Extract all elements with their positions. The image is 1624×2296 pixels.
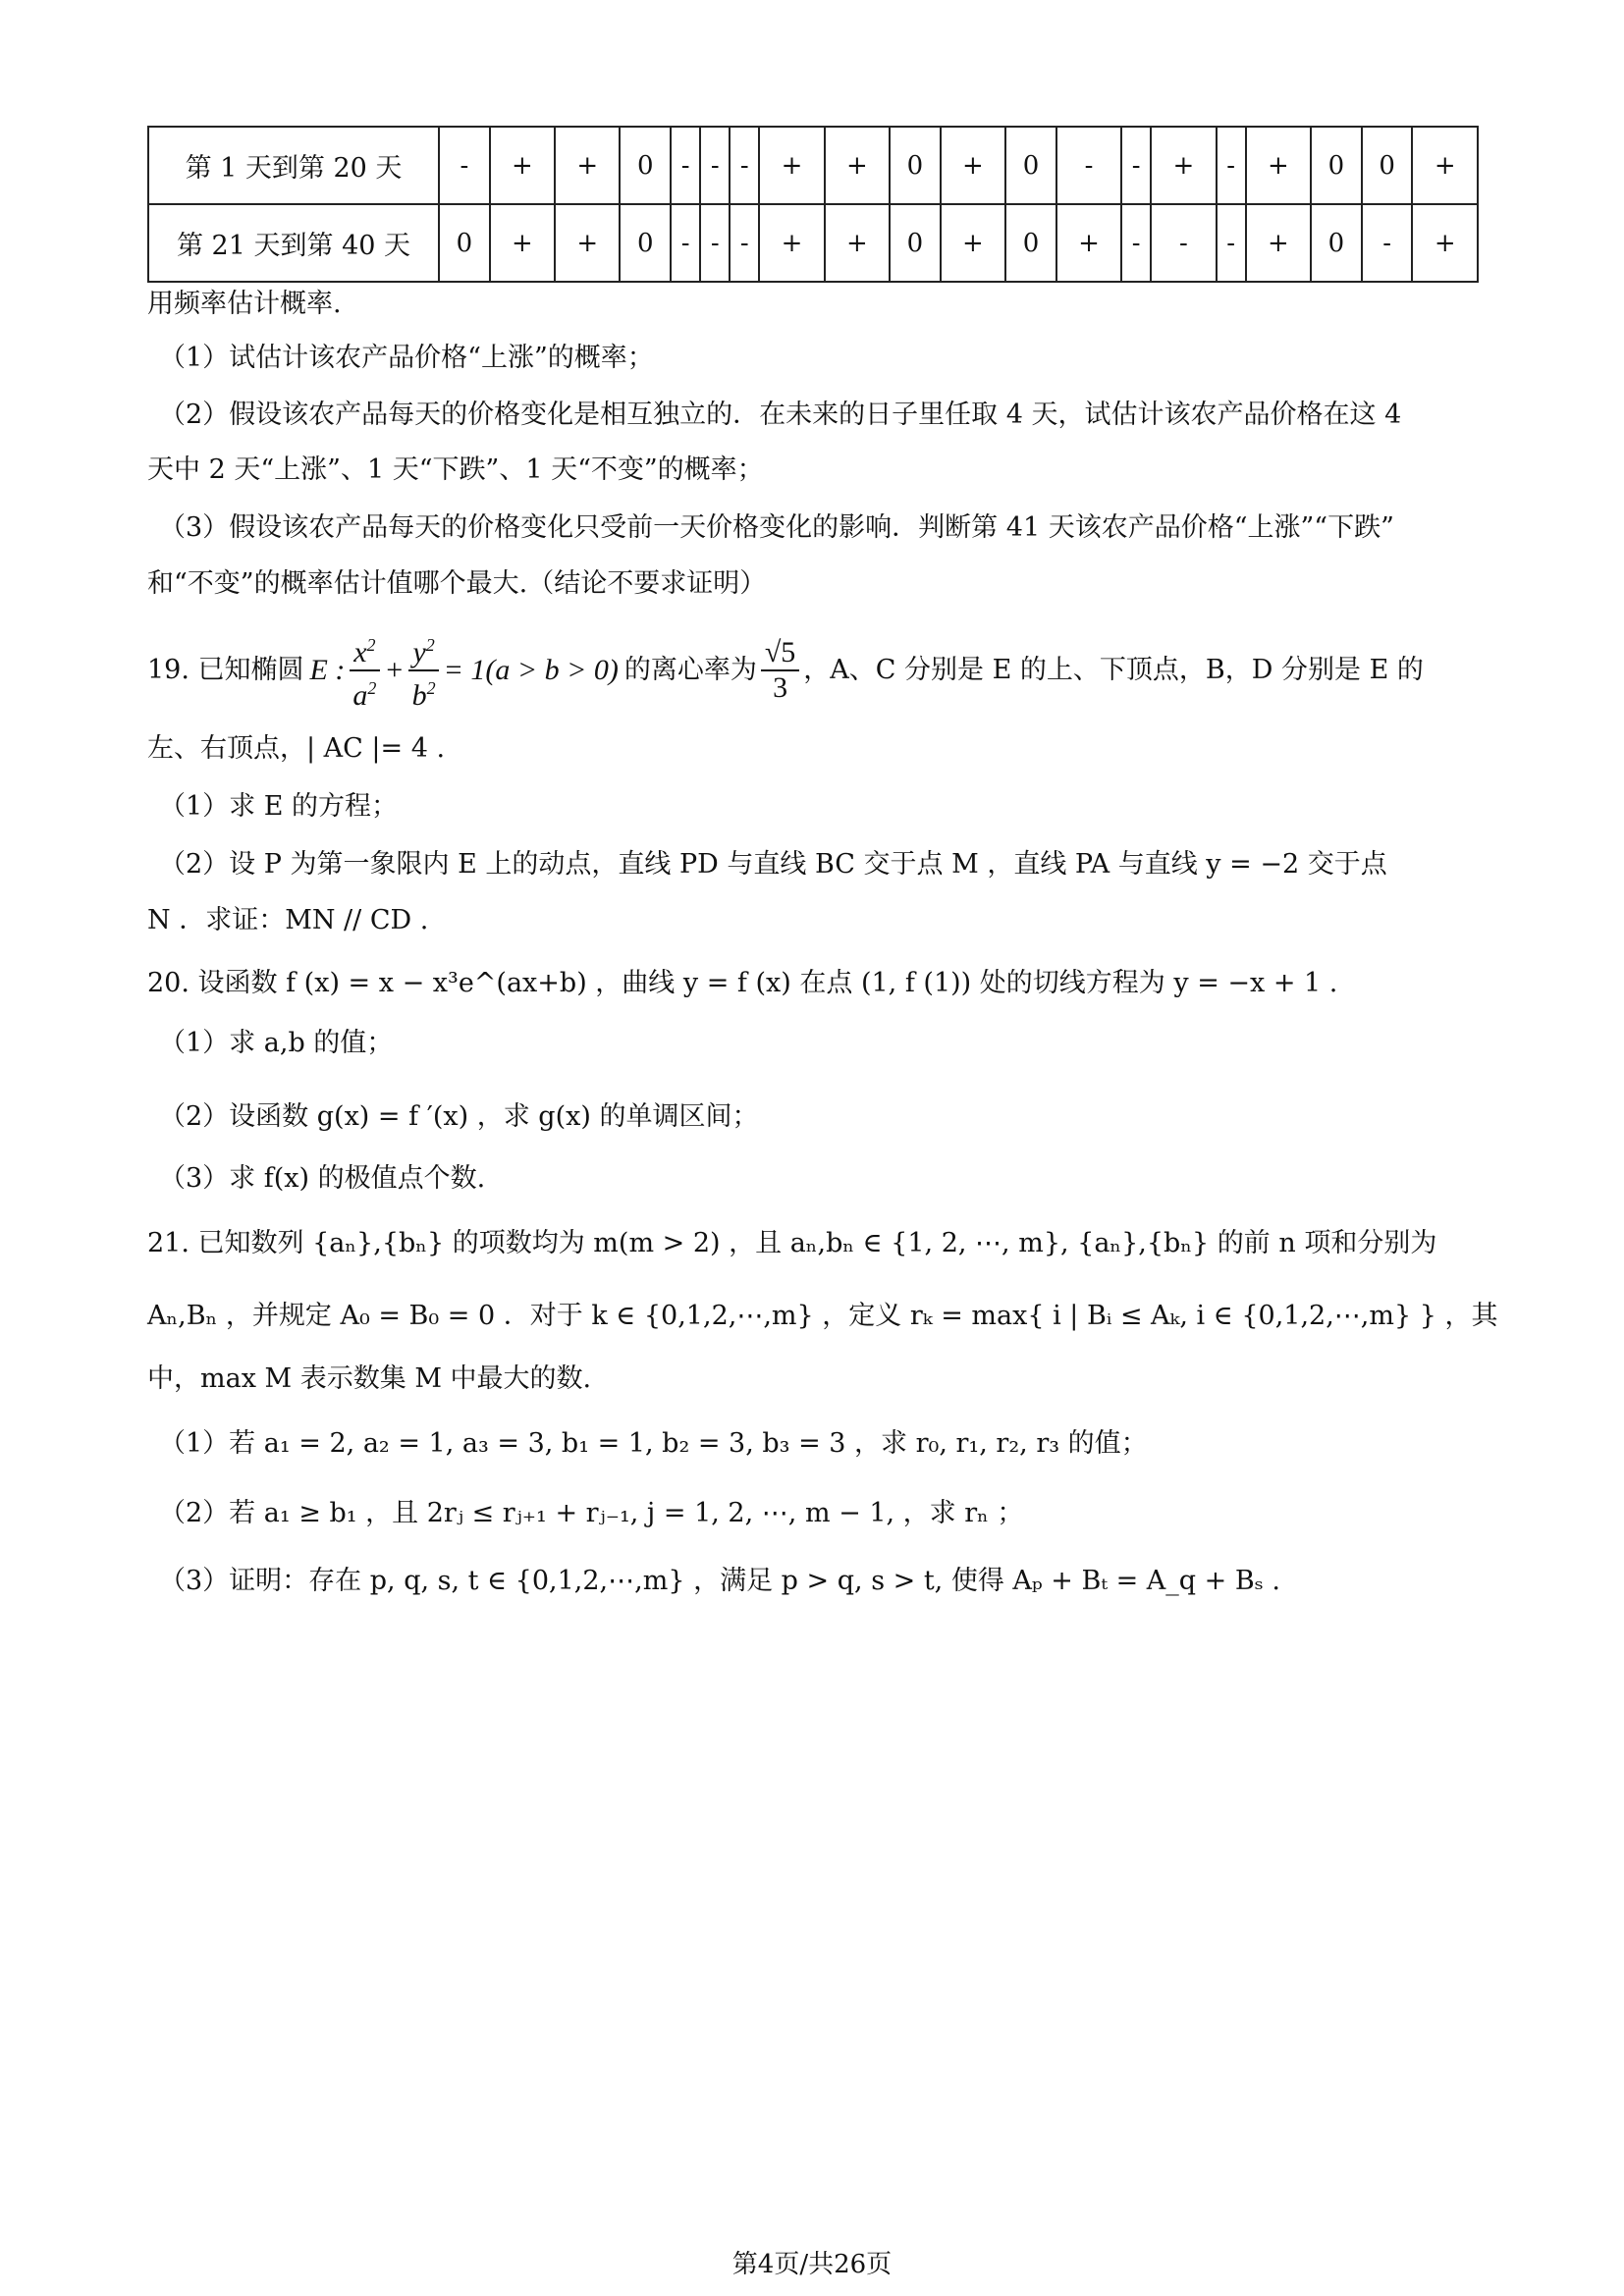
row-label: 第 21 天到第 40 天	[148, 204, 439, 282]
q21-stem-line2: Aₙ,Bₙ ，并规定 A₀ = B₀ = 0 ．对于 k ∈ {0,1,2,⋯,m} ，定义 rₖ = max{ i | Bᵢ ≤ Aₖ, i ∈ {0,1,2,⋯,m} } ，其	[147, 1301, 1498, 1331]
table-cell: 0	[890, 127, 941, 204]
q19-frac-x: $\frac{x^2}{a^2}$	[349, 628, 380, 713]
q19-eq-prefix: E :	[309, 654, 346, 686]
table-row	[148, 127, 1478, 204]
table-cell: 0	[1005, 204, 1056, 282]
table-cell: 0	[890, 204, 941, 282]
q19-part2-line2: N ．求证：MN // CD .	[147, 905, 429, 935]
table-cell: +	[759, 204, 824, 282]
table-cell: +	[825, 127, 890, 204]
table-cell: 0	[1362, 127, 1413, 204]
table-cell: +	[555, 127, 620, 204]
table-cell: -	[1217, 204, 1246, 282]
table-cell: +	[1151, 127, 1216, 204]
q20-part2: （2）设函数 g(x) = f ′(x) ，求 g(x) 的单调区间；	[159, 1101, 759, 1132]
table-cell: +	[490, 204, 555, 282]
q20-stem: 20. 设函数 f (x) = x − x³e^(ax+b) ，曲线 y = f (x) 在点 (1, f (1)) 处的切线方程为 y = −x + 1 .	[147, 968, 1338, 998]
q19-mid: 的离心率为	[623, 655, 757, 685]
table-cell: -	[671, 127, 700, 204]
q19-stem: 19. 已知椭圆 E : $\frac{x^2}{a^2}$ + $\frac{y^2}{b^2}$ = 1(a > b > 0) 的离心率为 $\frac{√5}{3}$ ，A、C 分别是 E 的上、下顶点，B，D 分别是 E 的	[147, 628, 1424, 713]
q21-stem-line3: 中，max M 表示数集 M 中最大的数.	[147, 1363, 592, 1394]
q18-part1: （1）试估计该农产品价格“上涨”的概率；	[159, 343, 654, 373]
table-cell: +	[759, 127, 824, 204]
table-cell: -	[1362, 204, 1413, 282]
table-cell: -	[1121, 204, 1151, 282]
table-cell: +	[941, 204, 1005, 282]
q18-part2-line2: 天中 2 天“上涨”、1 天“下跌”、1 天“不变”的概率；	[147, 454, 764, 485]
table-cell: +	[941, 127, 1005, 204]
row-label: 第 1 天到第 20 天	[148, 127, 439, 204]
q21-part2: （2）若 a₁ ≥ b₁ ，且 2rⱼ ≤ rⱼ₊₁ + rⱼ₋₁, j = 1, 2, ⋯, m − 1, ，求 rₙ ；	[159, 1498, 1024, 1528]
q20-part3: （3）求 f(x) 的极值点个数.	[159, 1163, 486, 1194]
table-cell: +	[1056, 204, 1121, 282]
table-cell: -	[439, 127, 490, 204]
q21-part3: （3）证明：存在 p, q, s, t ∈ {0,1,2,⋯,m} ，满足 p > q, s > t, 使得 Aₚ + Bₜ = A_q + Bₛ .	[159, 1566, 1280, 1596]
table-cell: -	[1151, 204, 1216, 282]
q18-note: 用频率估计概率.	[147, 289, 342, 319]
q19-ecc-num: √5	[761, 636, 799, 671]
table-cell: +	[1246, 204, 1311, 282]
q18-part3-line2: 和“不变”的概率估计值哪个最大.（结论不要求证明）	[147, 568, 767, 599]
table-cell: -	[730, 204, 759, 282]
page-footer: 第4页/共26页	[731, 2250, 893, 2279]
q19-part2-line1: （2）设 P 为第一象限内 E 上的动点，直线 PD 与直线 BC 交于点 M ，直线 PA 与直线 y = −2 交于点	[159, 849, 1387, 880]
table-cell: -	[671, 204, 700, 282]
table-cell: 0	[620, 204, 671, 282]
q19-tail: ，A、C 分别是 E 的上、下顶点，B，D 分别是 E 的	[803, 655, 1424, 685]
table-cell: +	[555, 204, 620, 282]
q19-ecc-den: 3	[773, 671, 788, 704]
table-cell: -	[1056, 127, 1121, 204]
table-cell: -	[1121, 127, 1151, 204]
q19-eq-suffix: = 1(a > b > 0)	[443, 654, 619, 686]
q19-frac-y: $\frac{y^2}{b^2}$	[408, 628, 440, 713]
q20-part1: （1）求 a,b 的值；	[159, 1028, 394, 1058]
q21-part1: （1）若 a₁ = 2, a₂ = 1, a₃ = 3, b₁ = 1, b₂ = 3, b₃ = 3 ，求 r₀, r₁, r₂, r₃ 的值；	[159, 1428, 1148, 1459]
table-cell: -	[700, 204, 730, 282]
table-cell: -	[730, 127, 759, 204]
q18-part2-line1: （2）假设该农产品每天的价格变化是相互独立的．在未来的日子里任取 4 天，试估计该农产品价格在这 4	[159, 400, 1402, 430]
price-change-table	[147, 126, 1479, 283]
table-cell: -	[1217, 127, 1246, 204]
q18-part3-line1: （3）假设该农产品每天的价格变化只受前一天价格变化的影响．判断第 41 天该农产品价格“上涨”“下跌”	[159, 512, 1394, 543]
table-cell: +	[1412, 204, 1478, 282]
table-cell: 0	[1311, 127, 1362, 204]
q19-eccentricity	[761, 636, 799, 705]
table-cell: +	[825, 204, 890, 282]
table-cell: -	[700, 127, 730, 204]
q19-part1: （1）求 E 的方程；	[159, 791, 399, 822]
table-cell: +	[1246, 127, 1311, 204]
table-cell: 0	[1005, 127, 1056, 204]
q19-line2: 左、右顶点，| AC |= 4 .	[147, 733, 446, 764]
table-cell: 0	[439, 204, 490, 282]
q21-stem-line1: 21. 已知数列 {aₙ},{bₙ} 的项数均为 m(m > 2) ，且 aₙ,bₙ ∈ {1, 2, ⋯, m}, {aₙ},{bₙ} 的前 n 项和分别为	[147, 1228, 1437, 1258]
table-cell: 0	[1311, 204, 1362, 282]
table-row	[148, 204, 1478, 282]
table-cell: +	[490, 127, 555, 204]
q19-lead: 19. 已知椭圆	[147, 655, 304, 685]
table-cell: 0	[620, 127, 671, 204]
table-cell: +	[1412, 127, 1478, 204]
